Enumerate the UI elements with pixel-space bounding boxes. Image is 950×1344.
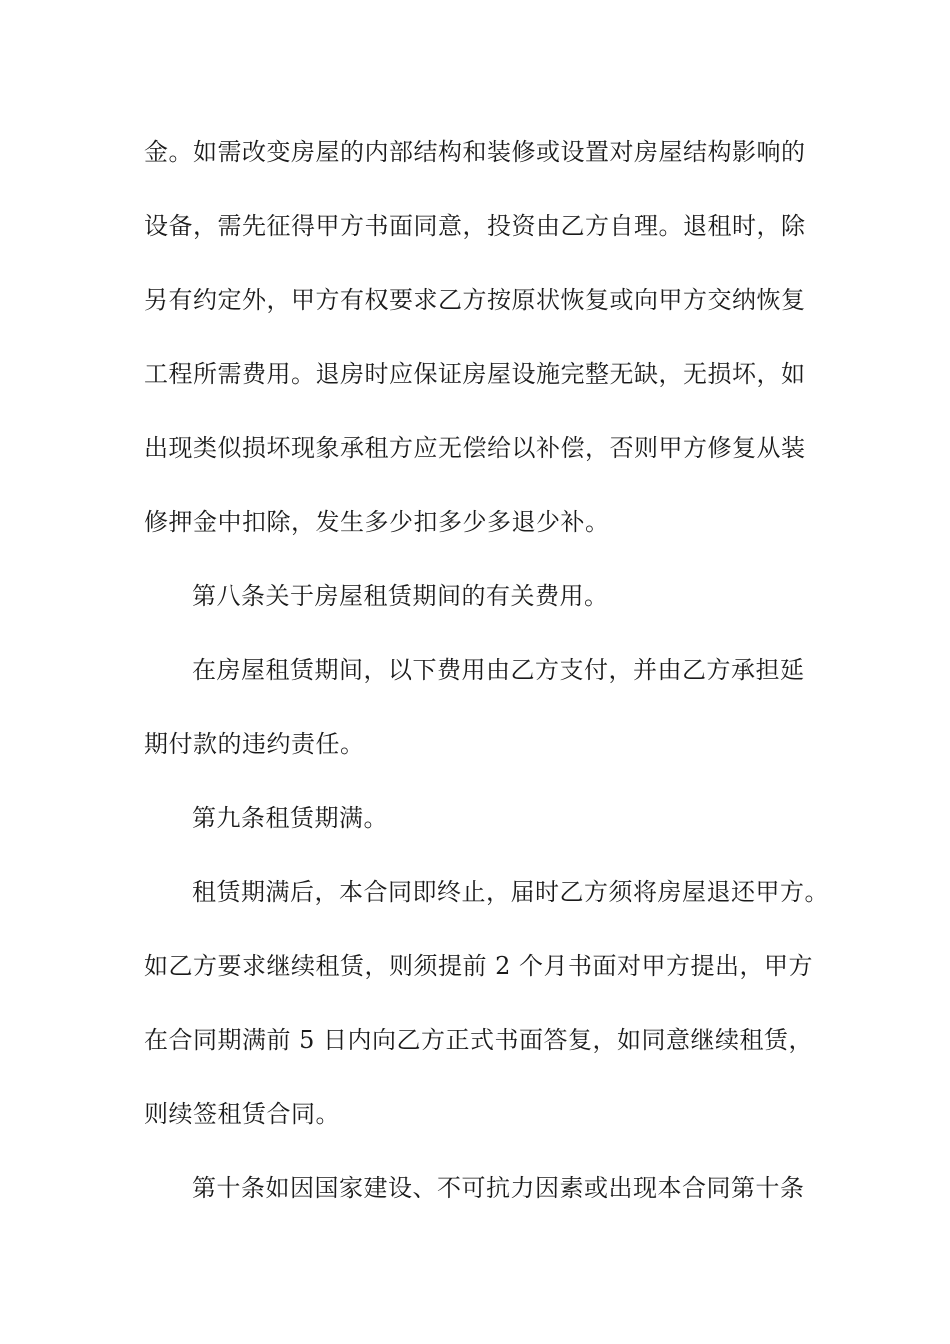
text-line: 出现类似损坏现象承租方应无偿给以补偿，否则甲方修复从装 bbox=[144, 434, 806, 462]
text-line: 另有约定外，甲方有权要求乙方按原状恢复或向甲方交纳恢复 bbox=[144, 286, 806, 314]
text-line: 在合同期满前 5 日内向乙方正式书面答复，如同意继续租赁， bbox=[144, 1026, 814, 1054]
text-line: 租赁期满后，本合同即终止，届时乙方须将房屋退还甲方。 bbox=[192, 878, 829, 906]
article-heading: 第八条关于房屋租赁期间的有关费用。 bbox=[192, 582, 609, 610]
text-line: 在房屋租赁期间，以下费用由乙方支付，并由乙方承担延 bbox=[192, 656, 805, 684]
article-heading: 第十条如因国家建设、不可抗力因素或出现本合同第十条 bbox=[192, 1174, 805, 1202]
text-line: 修押金中扣除，发生多少扣多少多退少补。 bbox=[144, 508, 610, 536]
text-line: 设备，需先征得甲方书面同意，投资由乙方自理。退租时，除 bbox=[144, 212, 806, 240]
text-line: 则续签租赁合同。 bbox=[144, 1100, 340, 1128]
text-line: 期付款的违约责任。 bbox=[144, 730, 365, 758]
text-line: 工程所需费用。退房时应保证房屋设施完整无缺，无损坏，如 bbox=[144, 360, 806, 388]
text-line: 金。如需改变房屋的内部结构和装修或设置对房屋结构影响的 bbox=[144, 138, 806, 166]
text-line: 如乙方要求继续租赁，则须提前 2 个月书面对甲方提出，甲方 bbox=[144, 952, 814, 980]
article-heading: 第九条租赁期满。 bbox=[192, 804, 388, 832]
